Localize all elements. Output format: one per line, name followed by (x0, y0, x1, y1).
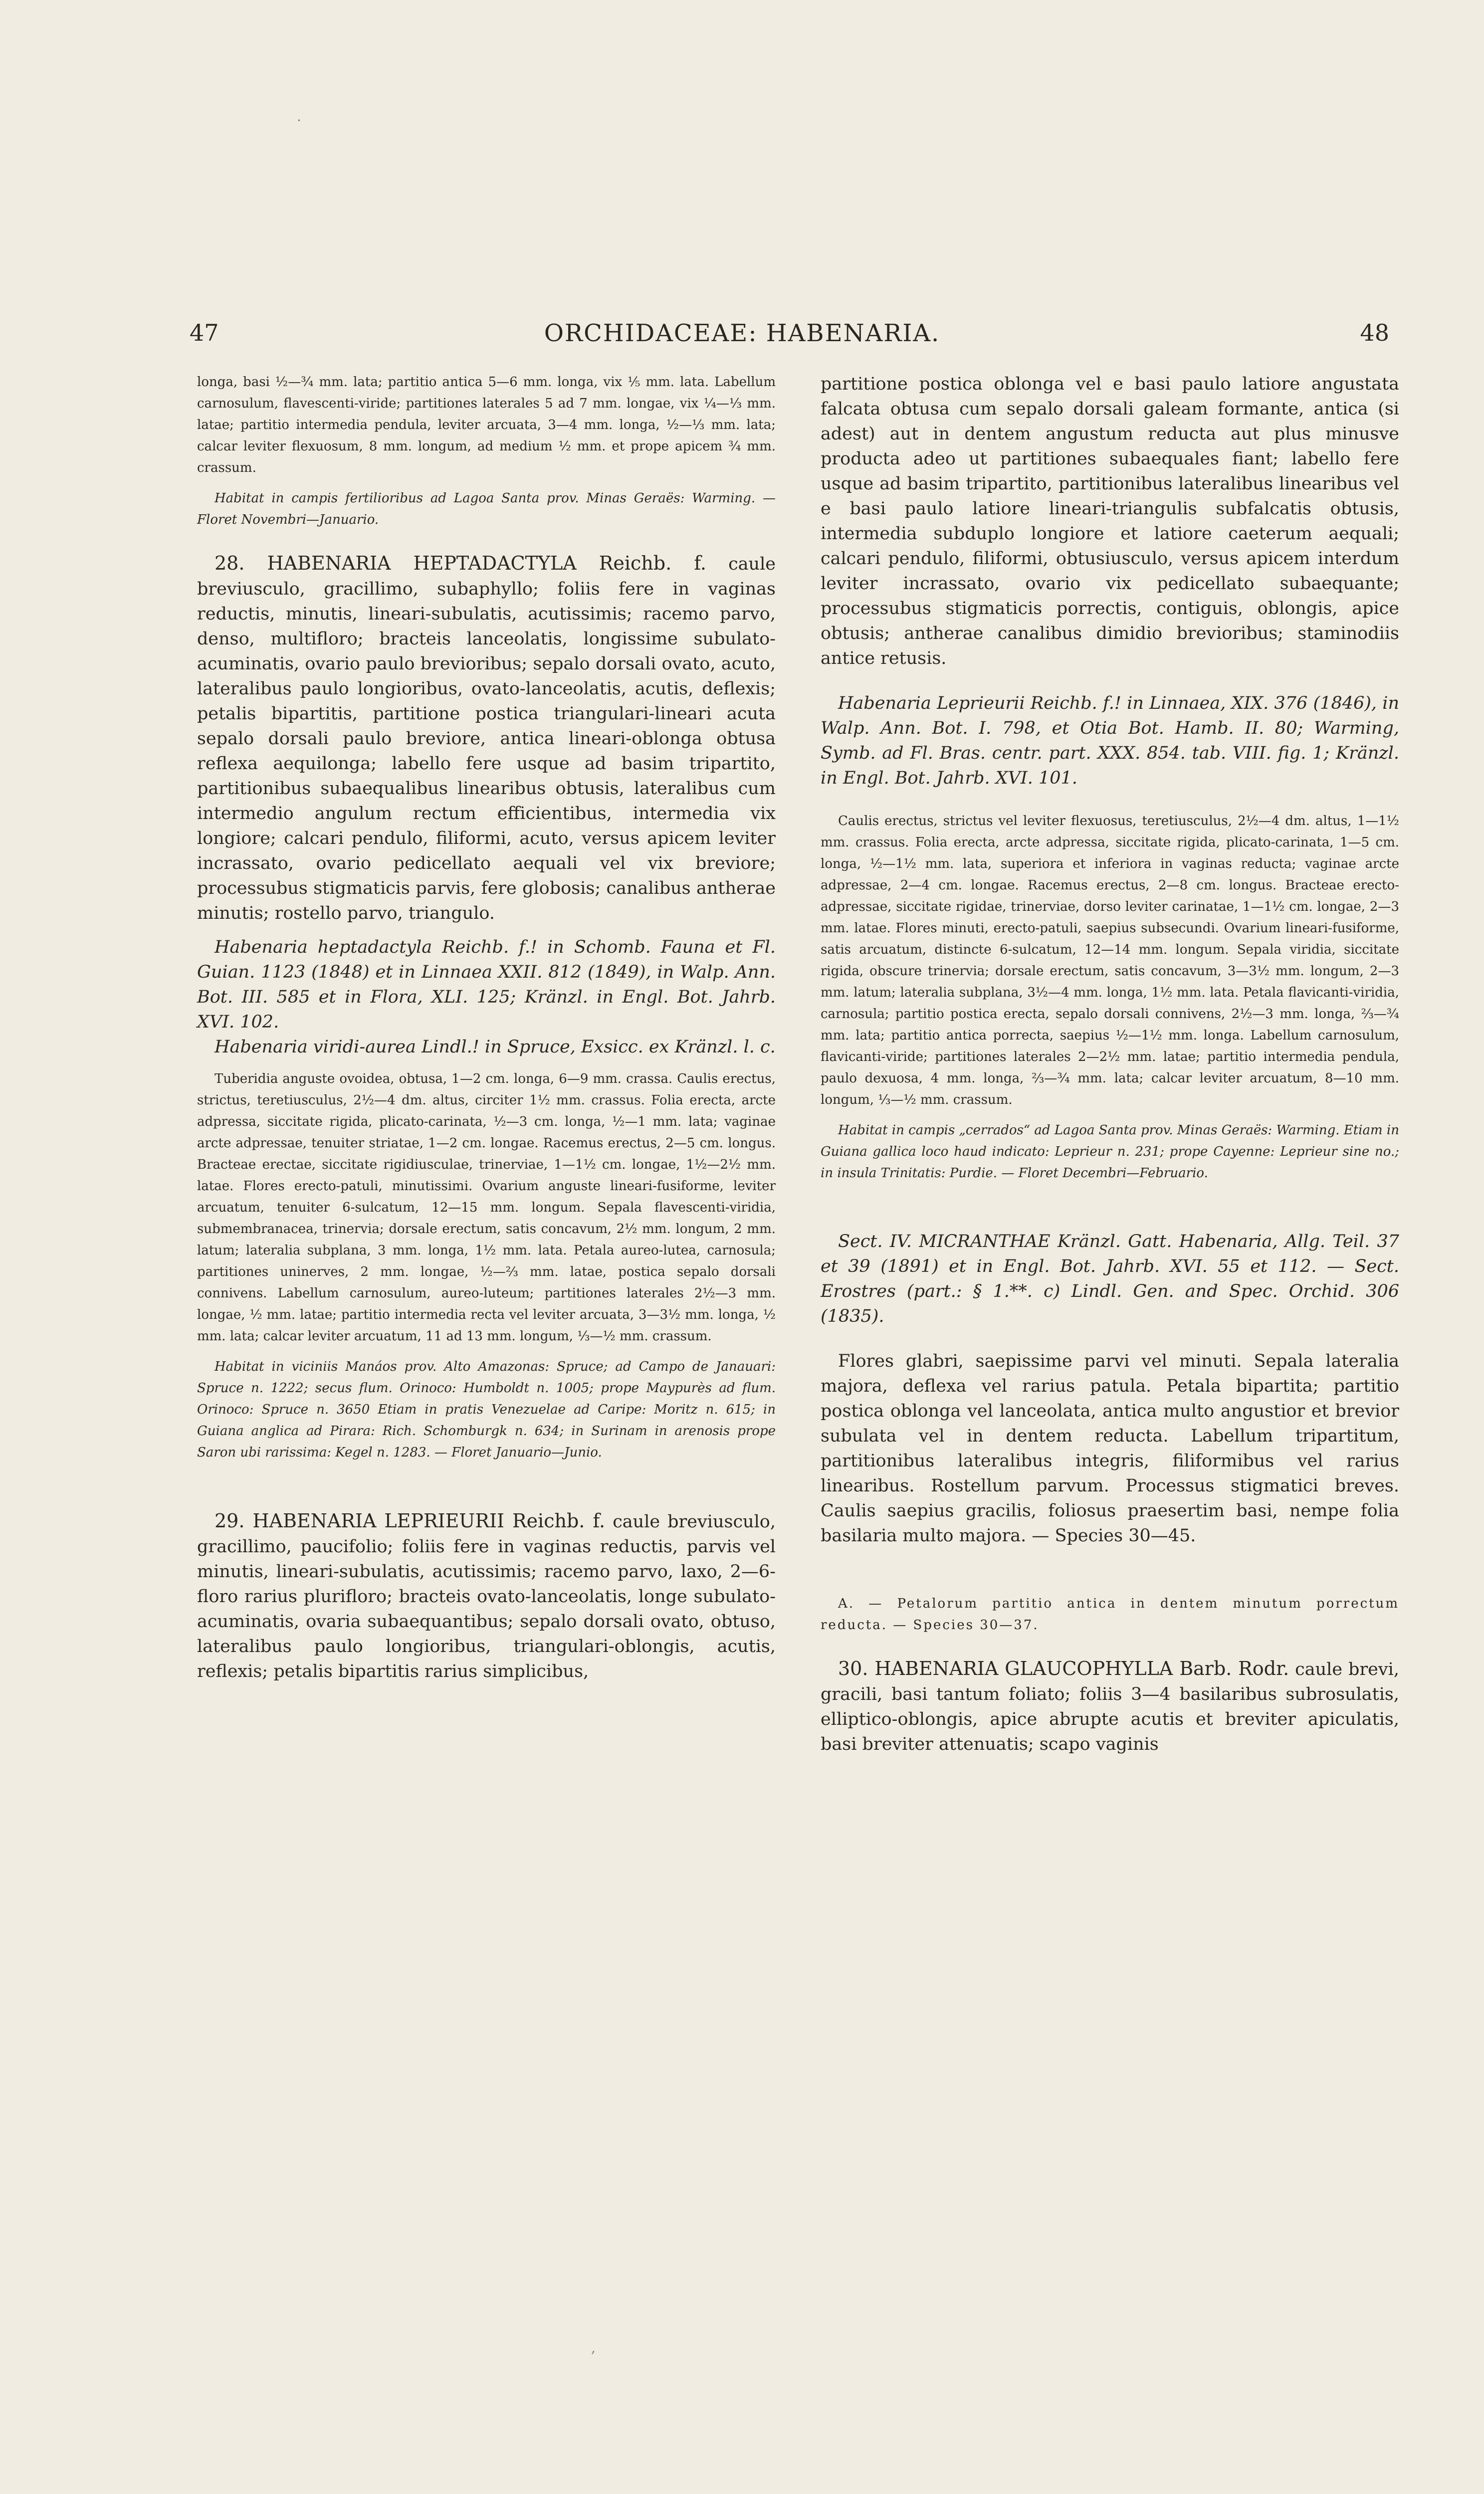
page-number-right: 48 (1360, 319, 1389, 346)
species-30-diagnosis: caule brevi, gracili, basi tantum foliato; foliis 3—4 basilaribus subrosulatis, elliptico-oblongis, apice abrupte acutis et breviter apiculatis, basi breviter attenuatis; scapo vaginis (821, 1660, 1399, 1754)
species-28-synonym: Habenaria viridi-aurea Lindl.! in Spruce, Exsicc. ex Kränzl. l. c. (214, 1037, 776, 1057)
section-iv-heading: Sect. IV. MICRANTHAE Kränzl. Gatt. Habenaria, Allg. Teil. 37 et 39 (1891) et in Engl. Bot. Jahrb. XVI. 55 et 112. — Sect. Erostres (part.: § 1.**. c) Lindl. Gen. and Spec. Orchid. 306 (1835). (821, 1232, 1399, 1326)
species-28-detail: Tuberidia anguste ovoidea, obtusa, 1—2 cm. longa, 6—9 mm. crassa. Caulis erectus, strictus, teretiusculus, 2½—4 dm. altus, circiter 1½ mm. crassus. Folia erecta, arcte adpressa, siccitate rigida, plicato-carinata, ½—3 cm. longa, ½—1 mm. lata; vaginae arcte adpressae, tenuiter striatae, 1—2 cm. longae. Racemus erectus, 2—5 cm. longus. Bracteae erectae, siccitate rigidiusculae, trinerviae, 1—1½ cm. longae, 1½—2½ mm. latae. Flores erecto-patuli, minutissimi. Ovarium anguste lineari-fusiforme, leviter arcuatum, tenuiter 6-sulcatum, 12—15 mm. longum. Sepala flavescenti-viridia, submembranacea, trinervia; dorsale erectum, satis concavum, 2½ mm. longum, 2 mm. latum; lateralia subplana, 3 mm. longa, 1½ mm. lata. Petala aureo-lutea, carnosula; partitiones uninerves, 2 mm. longae, ½—⅔ mm. latae, postica sepalo dorsali connivens. Labellum carnosulum, aureo-luteum; partitiones laterales 2½—3 mm. longae, ½ mm. latae; partitio intermedia recta vel leviter arcuata, 3—3½ mm. longa, ½ mm. lata; calcar leviter arcuatum, 11 ad 13 mm. longum, ⅓—½ mm. crassum. (197, 1071, 776, 1344)
page-header (0, 319, 1484, 349)
section-iv-description: Flores glabri, saepissime parvi vel minuti. Sepala lateralia majora, deflexa vel rarius patula. Petala bipartita; partitio postica oblonga vel lanceolata, antica multo angustior et brevior subulata vel in dentem reducta. Labellum tripartitum, partitionibus lateralibus integris, filiformibus vel rarius linearibus. Rostellum parvum. Processus stigmatici breves. Caulis saepius gracilis, foliosus praesertim basi, nempe folia basilaria multo majora. — Species 30—45. (821, 1351, 1399, 1546)
species-29-diagnosis-continued: partitione postica oblonga vel e basi paulo latiore angustata falcata obtusa cum sepalo dorsali galeam formante, antica (si adest) aut in dentem angustum reducta aut plus minusve producta adeo ut partitiones subaequales fiant; labello fere usque ad basim tripartito, partitionibus lateralibus linearibus vel e basi paulo latiore lineari-triangulis subfalcatis obtusis, intermedia subduplo longiore et latiore caeterum aequali; calcari pendulo, filiformi, obtusiusculo, versus apicem interdum leviter incrassato, ovario vix pedicellato subaequante; processubus stigmaticis porrectis, contiguis, oblongis, apice obtusis; antherae canalibus dimidio brevioribus; staminodiis antice retusis. (821, 374, 1399, 668)
page-speck: , (591, 2339, 596, 2356)
species-28-habitat: Habitat in viciniis Manáos prov. Alto Amazonas: Spruce; ad Campo de Janauari: Spruce n. 1222; secus flum. Orinoco: Humboldt n. 1005; prope Maypurès ad flum. Orinoco: Spruce n. 3650 Etiam in pratis Venezuelae ad Caripe: Moritz n. 615; in Guiana anglica ad Pirara: Rich. Schomburgk n. 634; in Surinam in arenosis prope Saron ubi rarissima: Kegel n. 1283. — Floret Januario—Junio. (197, 1359, 776, 1460)
running-title: ORCHIDACEAE: HABENARIA. (544, 319, 940, 347)
group-a-key: A. — Petalorum partitio antica in dentem minutum porrectum reducta. — Species 30—37. (821, 1596, 1399, 1633)
species-30-heading: 30. HABENARIA GLAUCOPHYLLA Barb. Rodr. (838, 1658, 1289, 1679)
species-28-citation: Habenaria heptadactyla Reichb. f.! in Schomb. Fauna et Fl. Guian. 1123 (1848) et in Linnaea XXII. 812 (1849), in Walp. Ann. Bot. III. 585 et in Flora, XLI. 125; Kränzl. in Engl. Bot. Jahrb. XVI. 102. (197, 937, 776, 1032)
species-29-heading: 29. HABENARIA LEPRIEURII Reichb. f. (214, 1510, 606, 1532)
description-continued: longa, basi ½—¾ mm. lata; partitio antica 5—6 mm. longa, vix ⅕ mm. lata. Labellum carnosulum, flavescenti-viride; partitiones laterales 5 ad 7 mm. longae, vix ¼—⅓ mm. latae; partitio intermedia pendula, leviter arcuata, 3—4 mm. longa, ½—⅓ mm. lata; calcar leviter flexuosum, 8 mm. longum, ad medium ½ mm. et prope apicem ¾ mm. crassum. (197, 375, 776, 475)
page-speck: · (297, 112, 301, 129)
right-column (821, 372, 1399, 1757)
species-29-diagnosis: caule breviusculo, gracillimo, paucifolio; foliis fere in vaginas reductis, parvis vel minutis, lineari-subulatis, acutissimis; racemo parvo, laxo, 2—6-floro rarius plurifloro; bracteis ovato-lanceolatis, longe subulato-acuminatis, ovaria subaequantibus; sepalo dorsali ovato, obtuso, lateralibus paulo longioribus, triangulari-oblongis, acutis, reflexis; petalis bipartitis rarius simplicibus, (197, 1512, 776, 1681)
species-28-diagnosis: caule breviusculo, gracillimo, subaphyllo; foliis fere in vaginas reductis, minutis, lineari-subulatis, acutissimis; racemo parvo, denso, multifloro; bracteis lanceolatis, longissime subulato-acuminatis, ovario paulo brevioribus; sepalo dorsali ovato, acuto, lateralibus paulo longioribus, ovato-lanceolatis, acutis, deflexis; petalis bipartitis, partitione postica triangulari-lineari acuta sepalo dorsali paulo breviore, antica lineari-oblonga obtusa reflexa aequilonga; labello fere usque ad basim tripartito, partitionibus subaequalibus linearibus obtusis, lateralibus cum intermedio angulum rectum efficientibus, intermedia vix longiore; calcari pendulo, filiformi, acuto, versus apicem leviter incrassato, ovario pedicellato aequali vel vix breviore; processubus stigmaticis parvis, fere globosis; canalibus antherae minutis; rostello parvo, triangulo. (197, 554, 776, 923)
habitat-note: Habitat in campis fertilioribus ad Lagoa Santa prov. Minas Geraës: Warming. — Floret Novembri—Januario. (197, 491, 776, 527)
species-29-description (197, 1508, 776, 1684)
left-column (197, 372, 776, 1684)
species-29-citation: Habenaria Leprieurii Reichb. f.! in Linnaea, XIX. 376 (1846), in Walp. Ann. Bot. I. 798, et Otia Bot. Hamb. II. 80; Warming, Symb. ad Fl. Bras. centr. part. XXX. 854. tab. VIII. fig. 1; Kränzl. in Engl. Bot. Jahrb. XVI. 101. (821, 693, 1399, 788)
species-29-detail: Caulis erectus, strictus vel leviter flexuosus, teretiusculus, 2½—4 dm. altus, 1—1½ mm. crassus. Folia erecta, arcte adpressa, siccitate rigida, plicato-carinata, 1—5 cm. longa, ½—1½ mm. lata, superiora et inferiora in vaginas reducta; vaginae arcte adpressae, 2—4 cm. longae. Racemus erectus, 2—8 cm. longus. Bracteae erecto-adpressae, siccitate rigidae, trinerviae, dorso leviter carinatae, 1—1½ cm. longae, 2—3 mm. latae. Flores minuti, erecto-patuli, saepius subsecundi. Ovarium lineari-fusiforme, satis arcuatum, distincte 6-sulcatum, 12—14 mm. longum. Sepala viridia, siccitate rigida, obscure trinervia; dorsale erectum, satis concavum, 3—3½ mm. longum, 2—3 mm. latum; lateralia subplana, 3½—4 mm. longa, 1½ mm. lata. Petala flavicanti-viridia, carnosula; partitio postica erecta, sepalo dorsali connivens, 2½—3 mm. longa, ⅔—¾ mm. lata; partitio antica porrecta, saepius ½—1½ mm. longa. Labellum carnosulum, flavicanti-viride; partitiones laterales 2—2½ mm. latae; partitio intermedia pendula, paulo dexuosa, 4 mm. longa, ⅔—¾ mm. lata; calcar leviter arcuatum, 8—10 mm. longum, ⅓—½ mm. crassum. (821, 814, 1399, 1107)
species-28-description (197, 551, 776, 926)
species-28-heading: 28. HABENARIA HEPTADACTYLA Reichb. f. (214, 552, 706, 574)
page-number-left: 47 (190, 319, 219, 346)
species-29-habitat: Habitat in campis „cerrados“ ad Lagoa Santa prov. Minas Geraës: Warming. Etiam in Guiana gallica loco haud indicato: Leprieur n. 231; prope Cayenne: Leprieur sine no.; in insula Trinitatis: Purdie. — Floret Decembri—Februario. (821, 1123, 1399, 1181)
species-30-description (821, 1656, 1399, 1757)
